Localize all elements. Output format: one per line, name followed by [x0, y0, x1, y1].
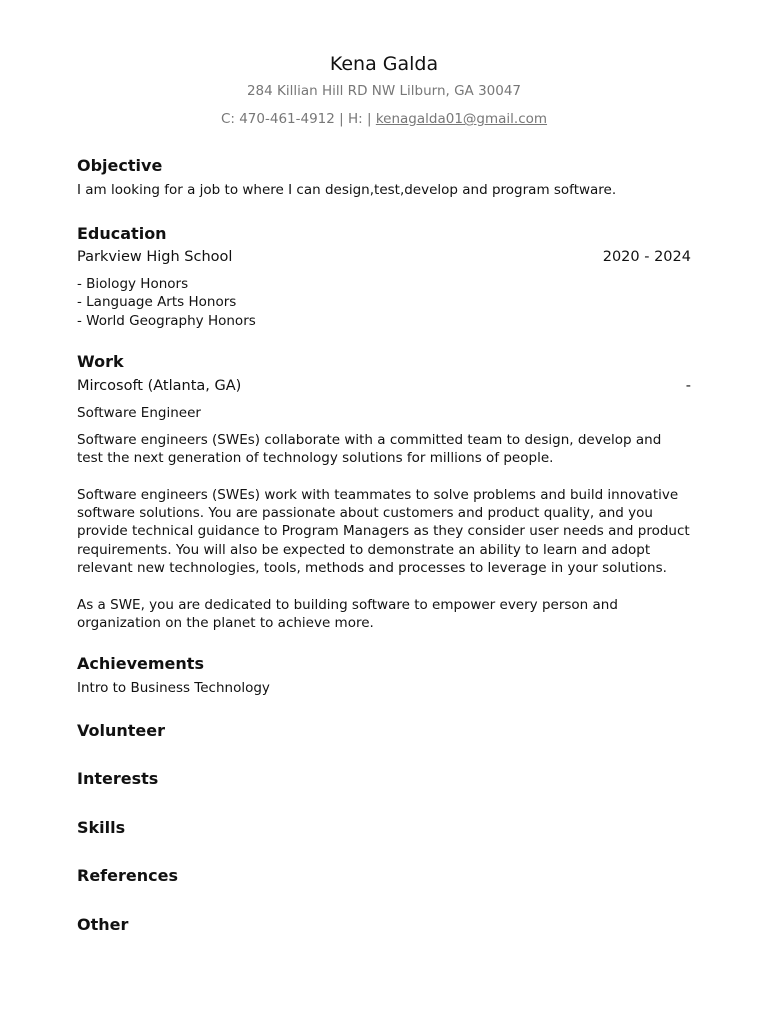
objective-text: I am looking for a job to where I can design,test,develop and program software. [77, 182, 617, 198]
list-item: - Biology Honors [77, 276, 189, 292]
other-heading: Other [77, 915, 129, 934]
work-dates: - [685, 378, 691, 394]
education-heading: Education [77, 224, 167, 243]
references-heading: References [77, 866, 178, 885]
candidate-name: Kena Galda [329, 53, 439, 75]
job-role: Software Engineer [77, 405, 201, 421]
education-list [77, 275, 256, 330]
work-paragraph: As a SWE, you are dedicated to building software to empower every person and organization on the planet to achieve more. [77, 596, 618, 631]
candidate-address: 284 Killian Hill RD NW Lilburn, GA 30047 [246, 83, 522, 99]
education-years: 2020 - 2024 [602, 249, 691, 265]
skills-heading: Skills [77, 818, 126, 837]
email-link[interactable]: kenagalda01@gmail.com [375, 111, 548, 127]
work-description [77, 431, 691, 651]
phone-info: C: 470-461-4912 | H: | [220, 111, 376, 127]
achievements-heading: Achievements [77, 654, 204, 673]
list-item: - Language Arts Honors [77, 294, 237, 311]
employer-name: Mircosoft (Atlanta, GA) [77, 378, 242, 394]
work-row [77, 378, 691, 394]
school-name: Parkview High School [77, 249, 233, 265]
work-paragraph: Software engineers (SWEs) work with teammates to solve problems and build innovative software solutions. You are passionate about customers and product quality, and you provide technical guidance to Program Managers as they consider user needs and product requirements. You will also be expected to demonstrate an ability to learn and adopt relevant new technologies, tools, methods and processes to leverage in your solutions. [77, 486, 690, 577]
interests-heading: Interests [77, 769, 159, 788]
work-heading: Work [77, 352, 124, 371]
volunteer-heading: Volunteer [77, 721, 166, 740]
contact-line [77, 111, 691, 127]
list-item: - World Geography Honors [77, 312, 256, 329]
work-paragraph: Software engineers (SWEs) collaborate with a committed team to design, develop and test the next generation of technology solutions for millions of people. [77, 432, 662, 467]
education-row [77, 249, 691, 265]
objective-heading: Objective [77, 156, 163, 175]
achievements-text: Intro to Business Technology [77, 680, 270, 696]
